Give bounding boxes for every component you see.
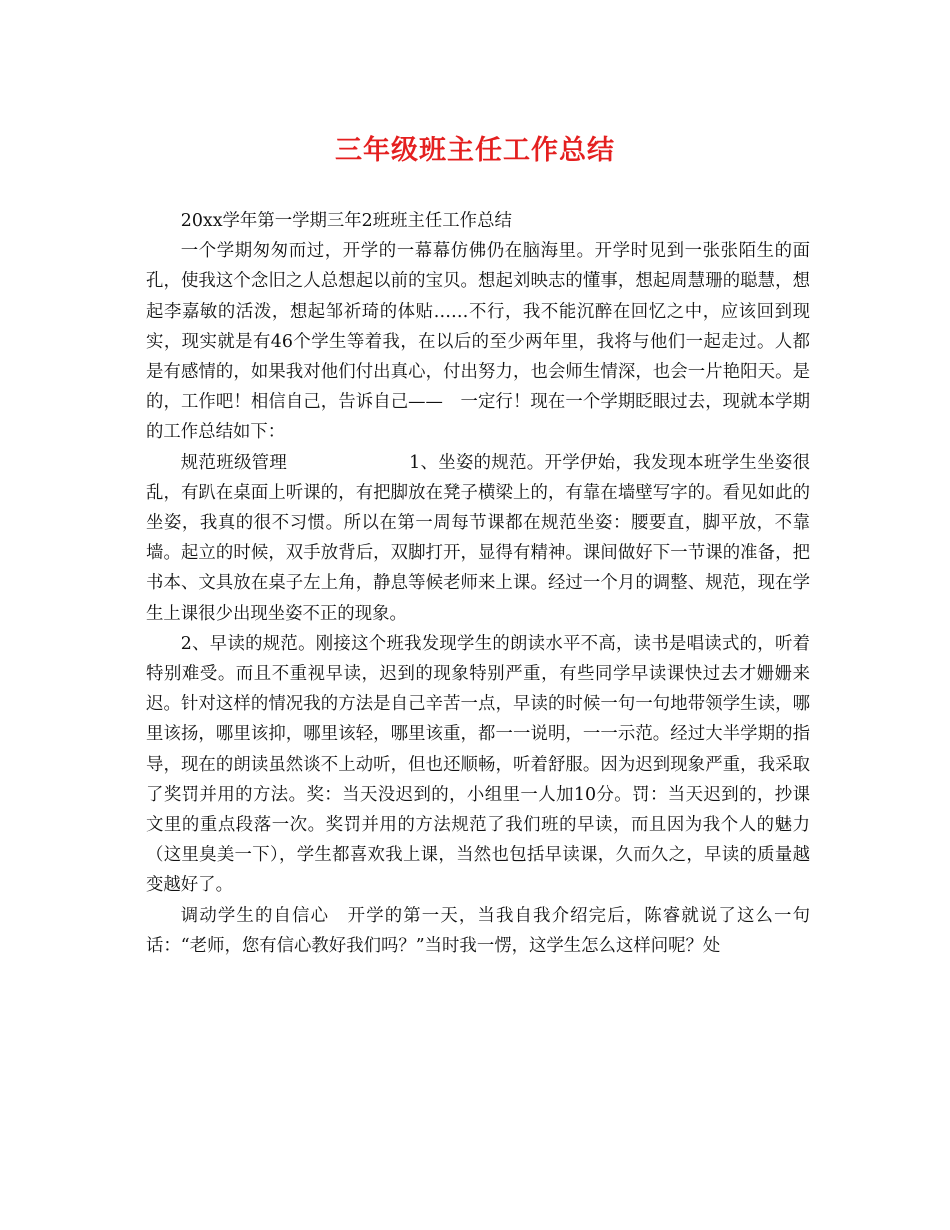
document-body bbox=[146, 206, 810, 961]
paragraph-confidence-body: 开学的第一天，当我自我介绍完后，陈睿就说了这么一句话：“老师，您有信心教好我们吗？”当时我一愣，这学生怎么这样问呢？处 bbox=[146, 905, 810, 956]
paragraph-class-management bbox=[146, 448, 810, 629]
section-heading-confidence: 调动学生的自信心 bbox=[180, 905, 330, 926]
section-heading-class-management: 规范班级管理 bbox=[180, 452, 288, 473]
paragraph-morning-reading: 2、早读的规范。刚接这个班我发现学生的朗读水平不高，读书是唱读式的，听着特别难受。而且不重视早读，迟到的现象特别严重，有些同学早读课快过去才姗姗来迟。针对这样的情况我的方法是自己辛苦一点，早读的时候一句一句地带领学生读，哪里该扬，哪里该抑，哪里该轻，哪里该重，都一一说明，一一示范。经过大半学期的指导，现在的朗读虽然谈不上动听，但也还顺畅，听着舒服。因为迟到现象严重，我采取了奖罚并用的方法。奖：当天没迟到的，小组里一人加10分。罚：当天迟到的，抄课文里的重点段落一次。奖罚并用的方法规范了我们班的早读，而且因为我个人的魅力（这里臭美一下），学生都喜欢我上课，当然也包括早读课，久而久之，早读的质量越变越好了。 bbox=[146, 633, 810, 896]
subtitle-line: 20xx学年第一学期三年2班班主任工作总结 bbox=[180, 211, 512, 231]
paragraph-sitting-posture: 1、坐姿的规范。开学伊始，我发现本班学生坐姿很乱，有趴在桌面上听课的，有把脚放在凳子横梁上的，有靠在墙壁写字的。看见如此的坐姿，我真的很不习惯。所以在第一周每节课都在规范坐姿：腰要直，脚平放，不靠墙。起立的时候，双手放背后，双脚打开，显得有精神。课间做好下一节课的准备，把书本、文具放在桌子左上角，静息等候老师来上课。经过一个月的调整、规范，现在学生上课很少出现坐姿不正的现象。 bbox=[146, 452, 810, 624]
paragraph-intro: 一个学期匆匆而过，开学的一幕幕仿佛仍在脑海里。开学时见到一张张陌生的面孔，使我这个念旧之人总想起以前的宝贝。想起刘映志的懂事，想起周慧珊的聪慧，想起李嘉敏的活泼，想起邹祈琦的体贴……不行，我不能沉醉在回忆之中，应该回到现实，现实就是有46个学生等着我，在以后的至少两年里，我将与他们一起走过。人都是有感情的，如果我对他们付出真心，付出努力，也会师生情深，也会一片艳阳天。是的，工作吧！相信自己，告诉自己—— 一定行！现在一个学期眨眼过去，现就本学期的工作总结如下： bbox=[146, 241, 810, 443]
document-title: 三年级班主任工作总结 bbox=[335, 135, 615, 166]
paragraph-confidence bbox=[146, 901, 810, 961]
